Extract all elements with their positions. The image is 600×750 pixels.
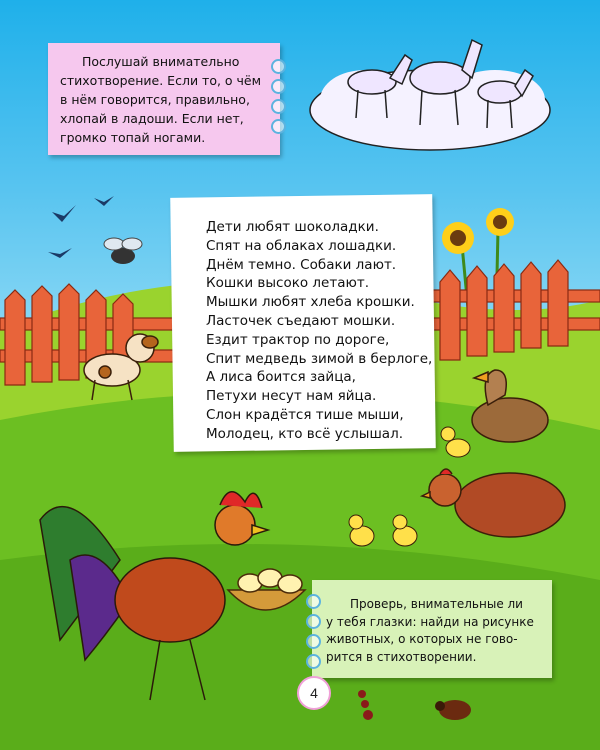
poem-line: Спит медведь зимой в берлоге,: [206, 350, 433, 367]
instruction-line: хлопай в ладоши. Если нет,: [60, 111, 244, 126]
poem-line: Ездит трактор по дороге,: [206, 331, 390, 348]
instruction-line: животных, о которых не гово-: [326, 632, 518, 646]
instruction-text-top: [60, 52, 270, 147]
instruction-line: стихотворение. Если то, о чём: [60, 73, 262, 88]
instruction-line: в нём говорится, правильно,: [60, 92, 250, 107]
poem-line: Петухи несут нам яйца.: [206, 388, 377, 405]
poem-text: [206, 218, 433, 444]
fly-icon: [104, 238, 142, 264]
poem-line: А лиса боится зайца,: [206, 369, 356, 386]
cloud-with-horses: [310, 40, 550, 150]
instruction-line: у тебя глазки: найди на рисунке: [326, 614, 534, 629]
instruction-text-bottom: [326, 596, 544, 666]
instruction-line: Послушай внимательно: [82, 54, 240, 69]
instruction-line: рится в стихотворении.: [326, 649, 477, 664]
instruction-line: громко топай ногами.: [60, 130, 206, 145]
poem-line: Слон крадётся тише мыши,: [206, 406, 404, 423]
page-number: 4: [297, 676, 331, 710]
poem-line: Днём темно. Собаки лают.: [206, 256, 397, 273]
poem-line: Мышки любят хлеба крошки.: [206, 294, 415, 311]
swallow-icon: [48, 196, 114, 258]
poem-line: Спят на облаках лошадки.: [206, 237, 397, 254]
poem-line: Молодец, кто всё услышал.: [206, 425, 403, 442]
poem-line: Кошки высоко летают.: [206, 275, 370, 292]
poem-line: Ласточек съедают мошки.: [206, 312, 396, 329]
instruction-line: Проверь, внимательные ли: [350, 597, 523, 611]
poem-line: Дети любят шоколадки.: [206, 219, 379, 235]
